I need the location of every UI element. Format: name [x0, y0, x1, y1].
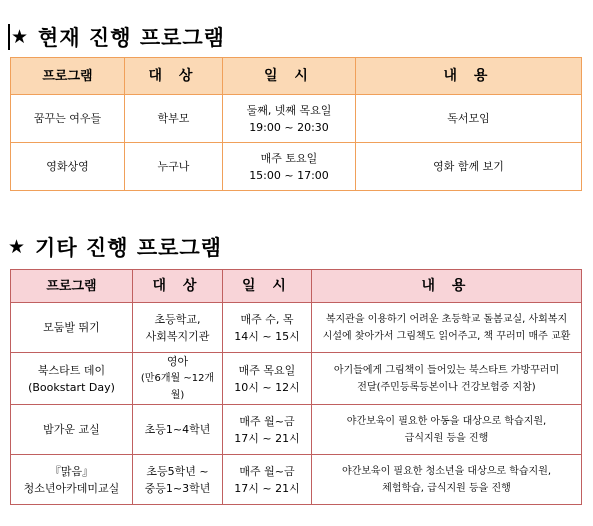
content-cell [312, 353, 582, 405]
content-cell: 영화 함께 보기 [356, 143, 582, 191]
program-cell [11, 455, 133, 505]
content-line: 시설에 찾아가서 그림책도 읽어주고, 책 꾸러미 매주 교환 [322, 330, 571, 342]
content-line: 급식지원 등을 진행 [404, 432, 489, 444]
time-line: 17시 ~ 21시 [234, 481, 300, 495]
target-cell [133, 303, 223, 353]
target-line: 초등5학년 ~ [146, 464, 209, 478]
table-row [11, 95, 582, 143]
program-cell [11, 353, 133, 405]
header-time: 일 시 [223, 270, 312, 303]
program-line: 『맑음』 [49, 464, 94, 478]
time-cell [223, 353, 312, 405]
table-row [11, 455, 582, 505]
table-row [11, 353, 582, 405]
target-cell [133, 405, 223, 455]
table-row [11, 405, 582, 455]
time-cell [223, 143, 356, 191]
current-program-table [10, 57, 582, 191]
target-cell: 누구나 [125, 143, 223, 191]
content-line: 전달(주민등록등본이나 건강보험증 지참) [357, 381, 536, 393]
target-line: 영아 [166, 355, 189, 368]
time-line: 매주 월~금 [239, 464, 295, 478]
target-line: 초등학교, [154, 312, 201, 326]
table-row [11, 303, 582, 353]
program-cell [11, 303, 133, 353]
program-cell: 영화상영 [11, 143, 125, 191]
program-line: 청소년아카데미교실 [23, 481, 120, 495]
time-line: 매주 월~금 [239, 414, 295, 428]
program-cell [11, 405, 133, 455]
table-header-row [11, 270, 582, 303]
time-line: 19:00 ~ 20:30 [249, 120, 329, 134]
content-line: 아기들에게 그림책이 들어있는 북스타트 가방꾸러미 [333, 364, 560, 376]
header-time: 일 시 [223, 58, 356, 95]
other-section-title [8, 232, 222, 262]
time-line: 10시 ~ 12시 [234, 380, 300, 394]
program-line: (Bookstart Day) [28, 380, 115, 394]
target-cell: 학부모 [125, 95, 223, 143]
time-line: 17시 ~ 21시 [234, 431, 300, 445]
time-line: 매주 수, 목 [240, 312, 294, 326]
time-cell [223, 455, 312, 505]
content-cell [312, 303, 582, 353]
time-line: 둘째, 넷째 목요일 [246, 103, 332, 117]
time-cell [223, 95, 356, 143]
table-header-row [11, 58, 582, 95]
program-line: 모둠발 뛰기 [43, 321, 100, 334]
target-line: 초등1~4학년 [144, 423, 211, 436]
header-program: 프로그램 [11, 58, 125, 95]
time-cell [223, 405, 312, 455]
header-program: 프로그램 [11, 270, 133, 303]
time-cell [223, 303, 312, 353]
time-line: 14시 ~ 15시 [234, 329, 300, 343]
title-bar [8, 24, 10, 50]
content-line: 야간보육이 필요한 청소년을 대상으로 학습지원, [341, 465, 552, 477]
other-program-table [10, 269, 582, 505]
time-line: 매주 목요일 [238, 363, 296, 377]
time-line: 15:00 ~ 17:00 [249, 168, 329, 182]
content-cell [312, 455, 582, 505]
current-title-text: 현재 진행 프로그램 [38, 26, 225, 50]
table-row [11, 143, 582, 191]
content-line: 체험학습, 급식지원 등을 진행 [382, 482, 511, 494]
target-cell [133, 455, 223, 505]
star-icon: ★ [11, 26, 30, 48]
content-line: 야간보육이 필요한 아동을 대상으로 학습지원, [346, 415, 547, 427]
target-cell [133, 353, 223, 405]
header-target: 대 상 [133, 270, 223, 303]
target-line: 사회복지기관 [145, 329, 210, 343]
target-line: 중등1~3학년 [144, 481, 211, 495]
content-cell: 독서모임 [356, 95, 582, 143]
content-line: 복지관을 이용하기 어려운 초등학교 돌봄교실, 사회복지 [325, 313, 568, 325]
other-title-text: 기타 진행 프로그램 [35, 236, 222, 260]
program-line: 밤가운 교실 [43, 423, 100, 436]
content-cell [312, 405, 582, 455]
time-line: 매주 토요일 [260, 151, 318, 165]
star-icon: ★ [8, 236, 27, 258]
program-line: 북스타트 데이 [37, 363, 106, 377]
header-content: 내 용 [312, 270, 582, 303]
program-cell: 꿈꾸는 여우들 [11, 95, 125, 143]
target-line: (만6개월 ~12개월) [140, 373, 215, 401]
current-section-title [8, 22, 225, 52]
header-target: 대 상 [125, 58, 223, 95]
header-content: 내 용 [356, 58, 582, 95]
